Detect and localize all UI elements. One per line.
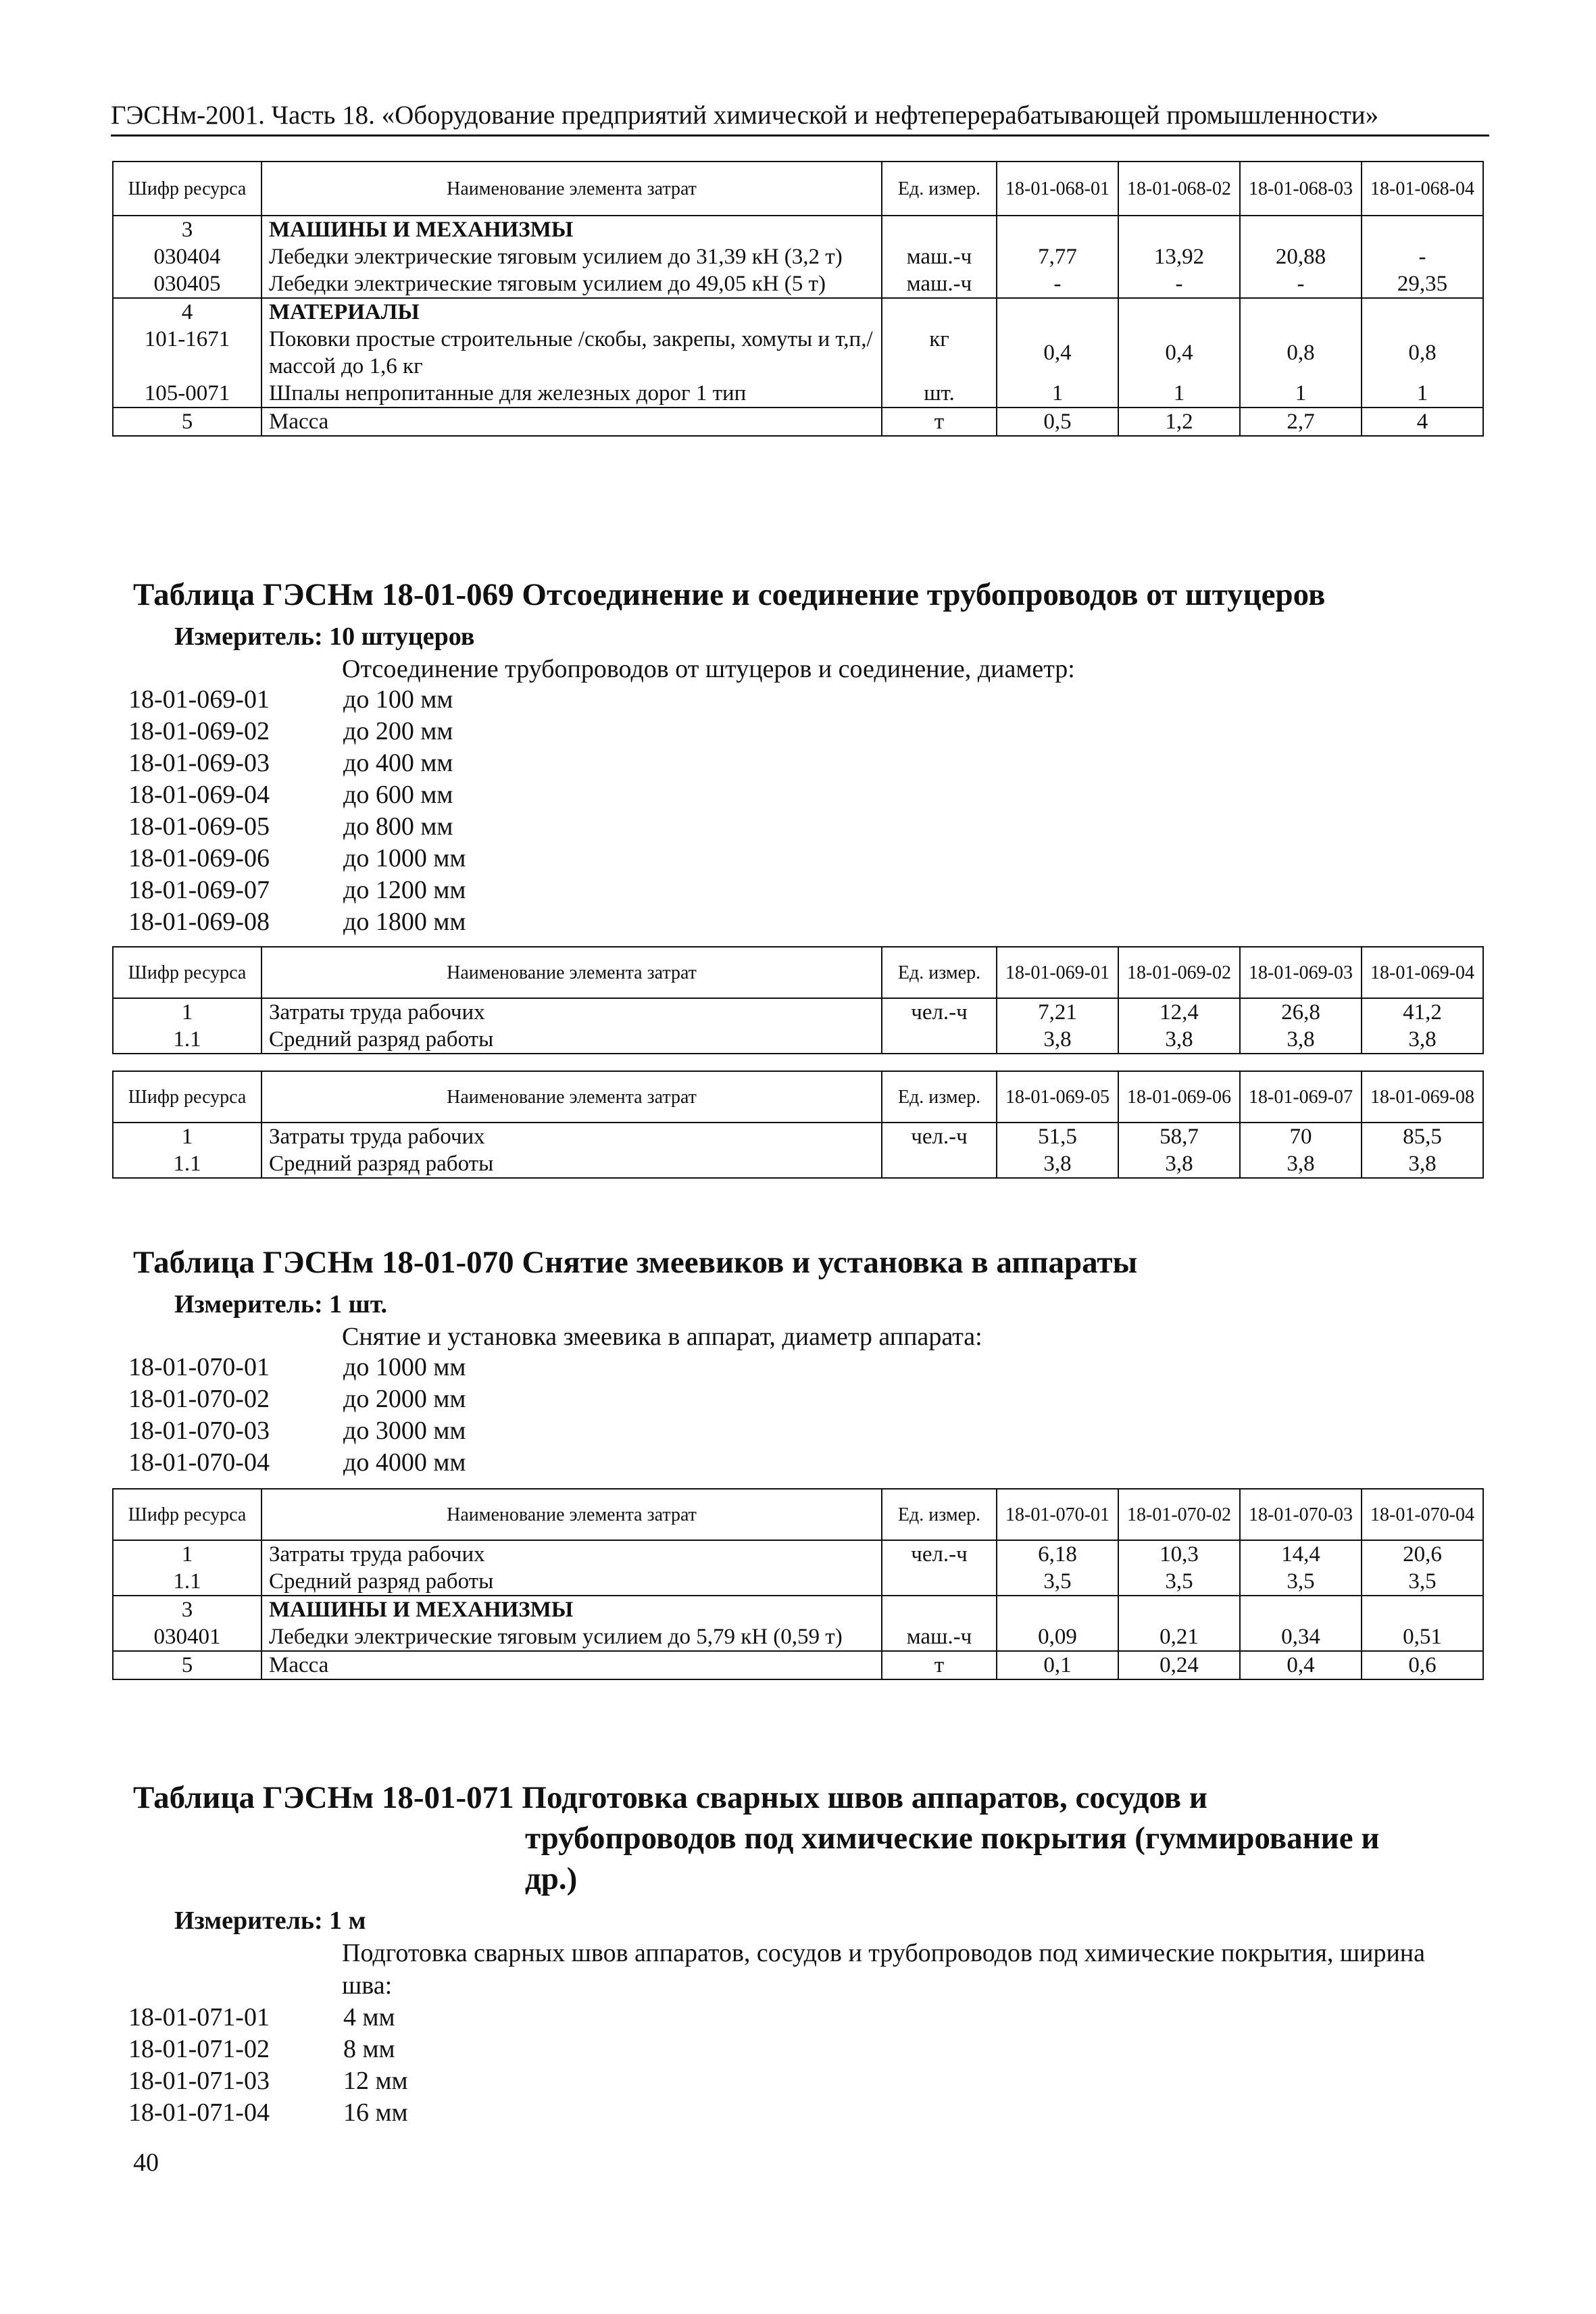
row-value: 1 — [1240, 380, 1362, 408]
row-value: 0,4 — [997, 326, 1118, 380]
list-item — [128, 2097, 408, 2129]
page-number: 40 — [133, 2148, 159, 2177]
header-variant: 18-01-069-06 — [1118, 1071, 1240, 1123]
header-name: Наименование элемента затрат — [261, 162, 882, 216]
row-value — [1362, 216, 1483, 243]
variant-code: 18-01-070-04 — [128, 1448, 270, 1477]
row-unit — [882, 216, 997, 243]
row-value: 70 — [1240, 1123, 1362, 1150]
row-value: 20,88 — [1240, 243, 1362, 270]
table-row — [113, 270, 1483, 298]
table-title-text: Таблица ГЭСНм 18-01-069 Отсоединение и соединение трубопроводов от штуцеров — [133, 577, 1326, 612]
row-value — [997, 298, 1118, 326]
header-name: Наименование элемента затрат — [261, 947, 882, 998]
row-code: 1.1 — [113, 1150, 261, 1178]
variant-list — [128, 684, 466, 938]
row-unit: маш.-ч — [882, 243, 997, 270]
row-code: 3 — [113, 216, 261, 243]
row-value: 0,51 — [1362, 1623, 1483, 1651]
list-item — [128, 843, 466, 875]
table-row — [113, 1123, 1483, 1150]
table-row — [113, 216, 1483, 243]
table-row — [113, 1540, 1483, 1568]
row-unit: т — [882, 408, 997, 436]
row-value: 20,6 — [1362, 1540, 1483, 1568]
intro-text: Отсоединение трубопроводов от штуцеров и соединение, диаметр: — [342, 655, 1075, 683]
row-value: 0,24 — [1118, 1651, 1240, 1679]
header-variant: 18-01-070-04 — [1362, 1489, 1483, 1540]
row-value — [1240, 298, 1362, 326]
row-code: 105-0071 — [113, 380, 261, 408]
row-value — [1118, 298, 1240, 326]
list-item — [128, 1383, 466, 1415]
row-unit: кг — [882, 326, 997, 380]
row-name: Поковки простые строительные /скобы, закрепы, хомуты и т,п,/ массой до 1,6 кг — [261, 326, 882, 380]
variant-code: 18-01-069-05 — [128, 812, 270, 841]
table-row — [113, 326, 1483, 380]
row-value: 4 — [1362, 408, 1483, 436]
row-code: 1.1 — [113, 1026, 261, 1054]
header-name: Наименование элемента затрат — [261, 1071, 882, 1123]
row-value: 0,21 — [1118, 1623, 1240, 1651]
row-value: 3,8 — [1240, 1150, 1362, 1178]
table-title — [133, 574, 1457, 615]
list-item — [128, 1352, 466, 1383]
row-code: 030405 — [113, 270, 261, 298]
row-value: 1,2 — [1118, 408, 1240, 436]
row-unit — [882, 1568, 997, 1596]
variant-text: до 4000 мм — [343, 1448, 466, 1477]
header-variant: 18-01-068-04 — [1362, 162, 1483, 216]
header-variant: 18-01-069-07 — [1240, 1071, 1362, 1123]
variant-text: до 2000 мм — [343, 1385, 466, 1413]
row-code: 5 — [113, 1651, 261, 1679]
variant-text: до 400 мм — [343, 749, 453, 777]
header-unit: Ед. измер. — [882, 1071, 997, 1123]
row-value: 3,8 — [1362, 1150, 1483, 1178]
row-value: 3,8 — [997, 1150, 1118, 1178]
header-variant: 18-01-069-01 — [997, 947, 1118, 998]
row-value: 3,8 — [1362, 1026, 1483, 1054]
list-item — [128, 779, 466, 811]
row-value — [1362, 1596, 1483, 1623]
row-code: 1 — [113, 998, 261, 1026]
row-value: 0,09 — [997, 1623, 1118, 1651]
variant-code: 18-01-069-03 — [128, 749, 270, 777]
list-item — [128, 684, 466, 716]
table-title-text: Таблица ГЭСНм 18-01-070 Снятие змеевиков и установка в аппараты — [133, 1245, 1138, 1280]
row-unit: чел.-ч — [882, 998, 997, 1026]
row-name: Лебедки электрические тяговым усилием до 5,79 кН (0,59 т) — [261, 1623, 882, 1651]
table-title-text: др.) — [525, 1861, 578, 1896]
section-name: МАТЕРИАЛЫ — [261, 298, 882, 326]
row-value: 0,8 — [1362, 326, 1483, 380]
variant-text: до 1800 мм — [343, 908, 466, 936]
row-value — [1118, 216, 1240, 243]
variant-code: 18-01-071-04 — [128, 2098, 270, 2127]
list-item — [128, 747, 466, 779]
row-code: 101-1671 — [113, 326, 261, 380]
variant-list — [128, 2002, 408, 2129]
intro-text: Снятие и установка змеевика в аппарат, диаметр аппарата: — [342, 1323, 982, 1351]
header-variant: 18-01-069-04 — [1362, 947, 1483, 998]
row-value — [1118, 1596, 1240, 1623]
row-value: 2,7 — [1240, 408, 1362, 436]
row-value: - — [1240, 270, 1362, 298]
list-item — [128, 2002, 408, 2034]
header-variant: 18-01-069-05 — [997, 1071, 1118, 1123]
table-row — [113, 1596, 1483, 1623]
variant-text: 8 мм — [343, 2035, 395, 2063]
row-unit: маш.-ч — [882, 1623, 997, 1651]
list-item — [128, 875, 466, 906]
list-item — [128, 1415, 466, 1447]
meter-label: Измеритель: 1 шт. — [174, 1290, 388, 1319]
table-title-text: трубопроводов под химические покрытия (гуммирование и — [525, 1821, 1380, 1856]
resource-table-070 — [112, 1488, 1484, 1680]
variant-code: 18-01-071-03 — [128, 2067, 270, 2095]
variant-code: 18-01-069-07 — [128, 876, 270, 904]
variant-text: до 800 мм — [343, 812, 453, 841]
variant-code: 18-01-069-02 — [128, 717, 270, 745]
row-name: Затраты труда рабочих — [261, 1123, 882, 1150]
header-code: Шифр ресурса — [113, 1489, 261, 1540]
list-item — [128, 811, 466, 843]
row-value — [997, 1596, 1118, 1623]
row-value: 6,18 — [997, 1540, 1118, 1568]
header-variant: 18-01-069-02 — [1118, 947, 1240, 998]
variant-text: до 1200 мм — [343, 876, 466, 904]
row-unit: чел.-ч — [882, 1540, 997, 1568]
row-value: 7,77 — [997, 243, 1118, 270]
row-unit — [882, 1150, 997, 1178]
variant-code: 18-01-071-02 — [128, 2035, 270, 2063]
table-row — [113, 243, 1483, 270]
row-unit: маш.-ч — [882, 270, 997, 298]
variant-text: до 3000 мм — [343, 1417, 466, 1445]
row-value: 26,8 — [1240, 998, 1362, 1026]
header-variant: 18-01-068-02 — [1118, 162, 1240, 216]
row-value: 3,8 — [997, 1026, 1118, 1054]
row-name: Затраты труда рабочих — [261, 998, 882, 1026]
row-unit — [882, 1026, 997, 1054]
row-code: 1 — [113, 1540, 261, 1568]
row-value: 3,5 — [1362, 1568, 1483, 1596]
header-name: Наименование элемента затрат — [261, 1489, 882, 1540]
variant-text: до 100 мм — [343, 685, 453, 714]
row-value: - — [1362, 243, 1483, 270]
row-unit — [882, 1596, 997, 1623]
header-code: Шифр ресурса — [113, 1071, 261, 1123]
row-value: 0,4 — [1118, 326, 1240, 380]
row-value: - — [997, 270, 1118, 298]
variant-code: 18-01-070-02 — [128, 1385, 270, 1413]
row-name: Лебедки электрические тяговым усилием до 31,39 кН (3,2 т) — [261, 243, 882, 270]
meter-label: Измеритель: 1 м — [174, 1906, 366, 1935]
row-value: 85,5 — [1362, 1123, 1483, 1150]
row-value: 3,5 — [1240, 1568, 1362, 1596]
header-unit: Ед. измер. — [882, 162, 997, 216]
variant-text: до 1000 мм — [343, 1353, 466, 1381]
table-row — [113, 1026, 1483, 1054]
list-item — [128, 2065, 408, 2097]
variant-code: 18-01-069-08 — [128, 908, 270, 936]
row-value — [1362, 298, 1483, 326]
row-value: 3,8 — [1118, 1150, 1240, 1178]
header-variant: 18-01-069-08 — [1362, 1071, 1483, 1123]
row-value: 41,2 — [1362, 998, 1483, 1026]
row-code: 030401 — [113, 1623, 261, 1651]
row-unit: чел.-ч — [882, 1123, 997, 1150]
row-name: Масса — [261, 408, 882, 436]
resource-table-069-a — [112, 946, 1484, 1054]
row-name: Затраты труда рабочих — [261, 1540, 882, 1568]
row-name: Средний разряд работы — [261, 1568, 882, 1596]
row-code: 5 — [113, 408, 261, 436]
variant-code: 18-01-070-03 — [128, 1417, 270, 1445]
row-name: Средний разряд работы — [261, 1026, 882, 1054]
table-row — [113, 408, 1483, 436]
header-variant: 18-01-068-03 — [1240, 162, 1362, 216]
table-row — [113, 998, 1483, 1026]
variant-text: 16 мм — [343, 2098, 408, 2127]
row-code: 3 — [113, 1596, 261, 1623]
table-row — [113, 1568, 1483, 1596]
variant-code: 18-01-069-01 — [128, 685, 270, 714]
header-variant: 18-01-070-02 — [1118, 1489, 1240, 1540]
variant-text: до 200 мм — [343, 717, 453, 745]
row-value: 3,5 — [997, 1568, 1118, 1596]
row-code: 1.1 — [113, 1568, 261, 1596]
variant-text: 4 мм — [343, 2003, 395, 2032]
row-value: 12,4 — [1118, 998, 1240, 1026]
header-variant: 18-01-070-01 — [997, 1489, 1118, 1540]
row-value: 0,34 — [1240, 1623, 1362, 1651]
header-variant: 18-01-069-03 — [1240, 947, 1362, 998]
header-variant: 18-01-068-01 — [997, 162, 1118, 216]
row-value: 10,3 — [1118, 1540, 1240, 1568]
table-row — [113, 380, 1483, 408]
table-row — [113, 1150, 1483, 1178]
list-item — [128, 716, 466, 747]
meter-label: Измеритель: 10 штуцеров — [174, 622, 475, 651]
row-name: Лебедки электрические тяговым усилием до 49,05 кН (5 т) — [261, 270, 882, 298]
variant-text: до 1000 мм — [343, 844, 466, 872]
row-value: 0,5 — [997, 408, 1118, 436]
row-value: 1 — [997, 380, 1118, 408]
row-value: 0,6 — [1362, 1651, 1483, 1679]
variant-code: 18-01-070-01 — [128, 1353, 270, 1381]
row-value: 3,8 — [1240, 1026, 1362, 1054]
row-value — [1240, 216, 1362, 243]
variant-code: 18-01-071-01 — [128, 2003, 270, 2032]
table-row — [113, 1623, 1483, 1651]
list-item — [128, 1447, 466, 1479]
row-name: Масса — [261, 1651, 882, 1679]
row-value — [1240, 1596, 1362, 1623]
row-unit: шт. — [882, 380, 997, 408]
section-name: МАШИНЫ И МЕХАНИЗМЫ — [261, 216, 882, 243]
row-name: Шпалы непропитанные для железных дорог 1 тип — [261, 380, 882, 408]
table-title — [133, 1777, 1457, 1899]
list-item — [128, 2034, 408, 2065]
table-row — [113, 298, 1483, 326]
variant-list — [128, 1352, 466, 1479]
header-unit: Ед. измер. — [882, 947, 997, 998]
row-value: 58,7 — [1118, 1123, 1240, 1150]
row-value: 0,8 — [1240, 326, 1362, 380]
resource-table-068 — [112, 161, 1484, 437]
variant-text: до 600 мм — [343, 781, 453, 809]
section-name: МАШИНЫ И МЕХАНИЗМЫ — [261, 1596, 882, 1623]
row-code: 1 — [113, 1123, 261, 1150]
table-row — [113, 1651, 1483, 1679]
variant-text: 12 мм — [343, 2067, 408, 2095]
resource-table-069-b — [112, 1070, 1484, 1179]
running-header: ГЭСНм-2001. Часть 18. «Оборудование предприятий химической и нефтеперерабатывающей промышленности» — [111, 100, 1489, 137]
header-unit: Ед. измер. — [882, 1489, 997, 1540]
row-value: - — [1118, 270, 1240, 298]
row-value: 3,8 — [1118, 1026, 1240, 1054]
list-item — [128, 906, 466, 938]
row-unit — [882, 298, 997, 326]
header-code: Шифр ресурса — [113, 947, 261, 998]
row-value: 51,5 — [997, 1123, 1118, 1150]
row-value: 29,35 — [1362, 270, 1483, 298]
row-value: 1 — [1362, 380, 1483, 408]
table-title-text: Таблица ГЭСНм 18-01-071 Подготовка сварных швов аппаратов, сосудов и — [133, 1780, 1207, 1815]
variant-code: 18-01-069-04 — [128, 781, 270, 809]
row-name: Средний разряд работы — [261, 1150, 882, 1178]
row-value: 7,21 — [997, 998, 1118, 1026]
variant-code: 18-01-069-06 — [128, 844, 270, 872]
row-code: 030404 — [113, 243, 261, 270]
row-unit: т — [882, 1651, 997, 1679]
header-code: Шифр ресурса — [113, 162, 261, 216]
row-value: 13,92 — [1118, 243, 1240, 270]
row-value — [997, 216, 1118, 243]
row-value: 14,4 — [1240, 1540, 1362, 1568]
row-value: 0,1 — [997, 1651, 1118, 1679]
row-code: 4 — [113, 298, 261, 326]
intro-text: Подготовка сварных швов аппаратов, сосудов и трубопроводов под химические покрытия, ширина шва: — [342, 1939, 1426, 2000]
row-value: 3,5 — [1118, 1568, 1240, 1596]
row-value: 1 — [1118, 380, 1240, 408]
row-value: 0,4 — [1240, 1651, 1362, 1679]
header-variant: 18-01-070-03 — [1240, 1489, 1362, 1540]
table-title — [133, 1242, 1457, 1283]
